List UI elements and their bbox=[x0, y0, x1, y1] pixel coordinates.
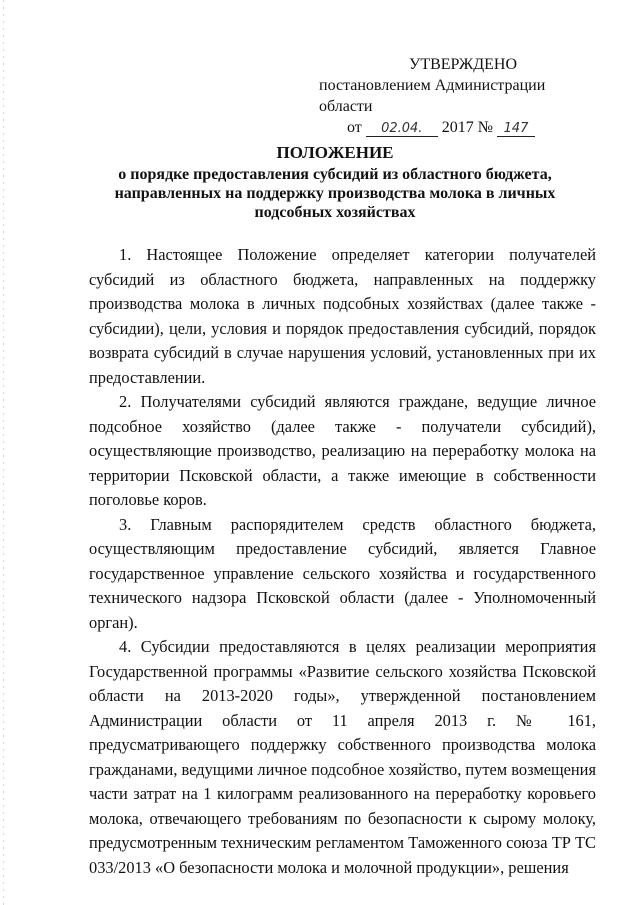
approval-date-handwritten: 02.04. bbox=[366, 121, 438, 137]
approval-heading: УТВЕРЖДЕНО bbox=[409, 56, 518, 73]
document-title-block bbox=[80, 143, 590, 222]
document-subtitle: о порядке предоставления субсидий из областного бюджета, направленных на поддержку производства молока в личных подсобных хозяйствах bbox=[114, 166, 556, 221]
paragraph-2: 2. Получателями субсидий являются граждане, ведущие личное подсобное хозяйство (далее также - получатели субсидий), осуществляющие производство, реализацию на переработку молока на территории Псковской области, а также имеющие в собственности поголовье коров. bbox=[89, 392, 596, 509]
paragraph-3: 3. Главным распорядителем средств областного бюджета, осуществляющим предоставление субсидий, является Главное государственное управление сельского хозяйства и государственного технического надзора Псковской области (далее - Уполномоченный орган). bbox=[89, 514, 596, 632]
paragraph-4: 4. Субсидии предоставляются в целях реализации мероприятия Государственной программы «Развитие сельского хозяйства Псковской области на 2013-2020 годы», утвержденной постановлением Администрации области от 11 апреля 2013 г. № 161, предусматривающего поддержку собственного производства молока гражданами, ведущими личное подсобное хозяйство, путем возмещения части затрат на 1 килограмм реализованного на переработку коровьего молока, отвечающего требованиям по безопасности к сырому молоку, предусмотренным техническим регламентом Таможенного союза ТР ТС 033/2013 «О безопасности молока и молочной продукции», решения bbox=[89, 637, 596, 877]
approval-stamp-block bbox=[300, 54, 600, 138]
approval-date-line bbox=[300, 117, 600, 138]
approval-year-label: 2017 № bbox=[441, 119, 494, 136]
approval-issuer: постановлением Администрации области bbox=[319, 77, 546, 115]
document-title: ПОЛОЖЕНИЕ bbox=[276, 143, 394, 162]
paragraph-1: 1. Настоящее Положение определяет категории получателей субсидий из областного бюджета, направленных на поддержку производства молока в личных подсобных хозяйствах (далее также - субсидии), цели, условия и порядок предоставления субсидий, порядок возврата субсидий в случае нарушения условий, установленных при их предоставлении. bbox=[89, 245, 596, 387]
document-body bbox=[89, 243, 596, 880]
approval-from-label: от bbox=[347, 119, 362, 136]
scan-edge-marks bbox=[3, 0, 4, 905]
approval-number-handwritten: 147 bbox=[497, 121, 535, 137]
